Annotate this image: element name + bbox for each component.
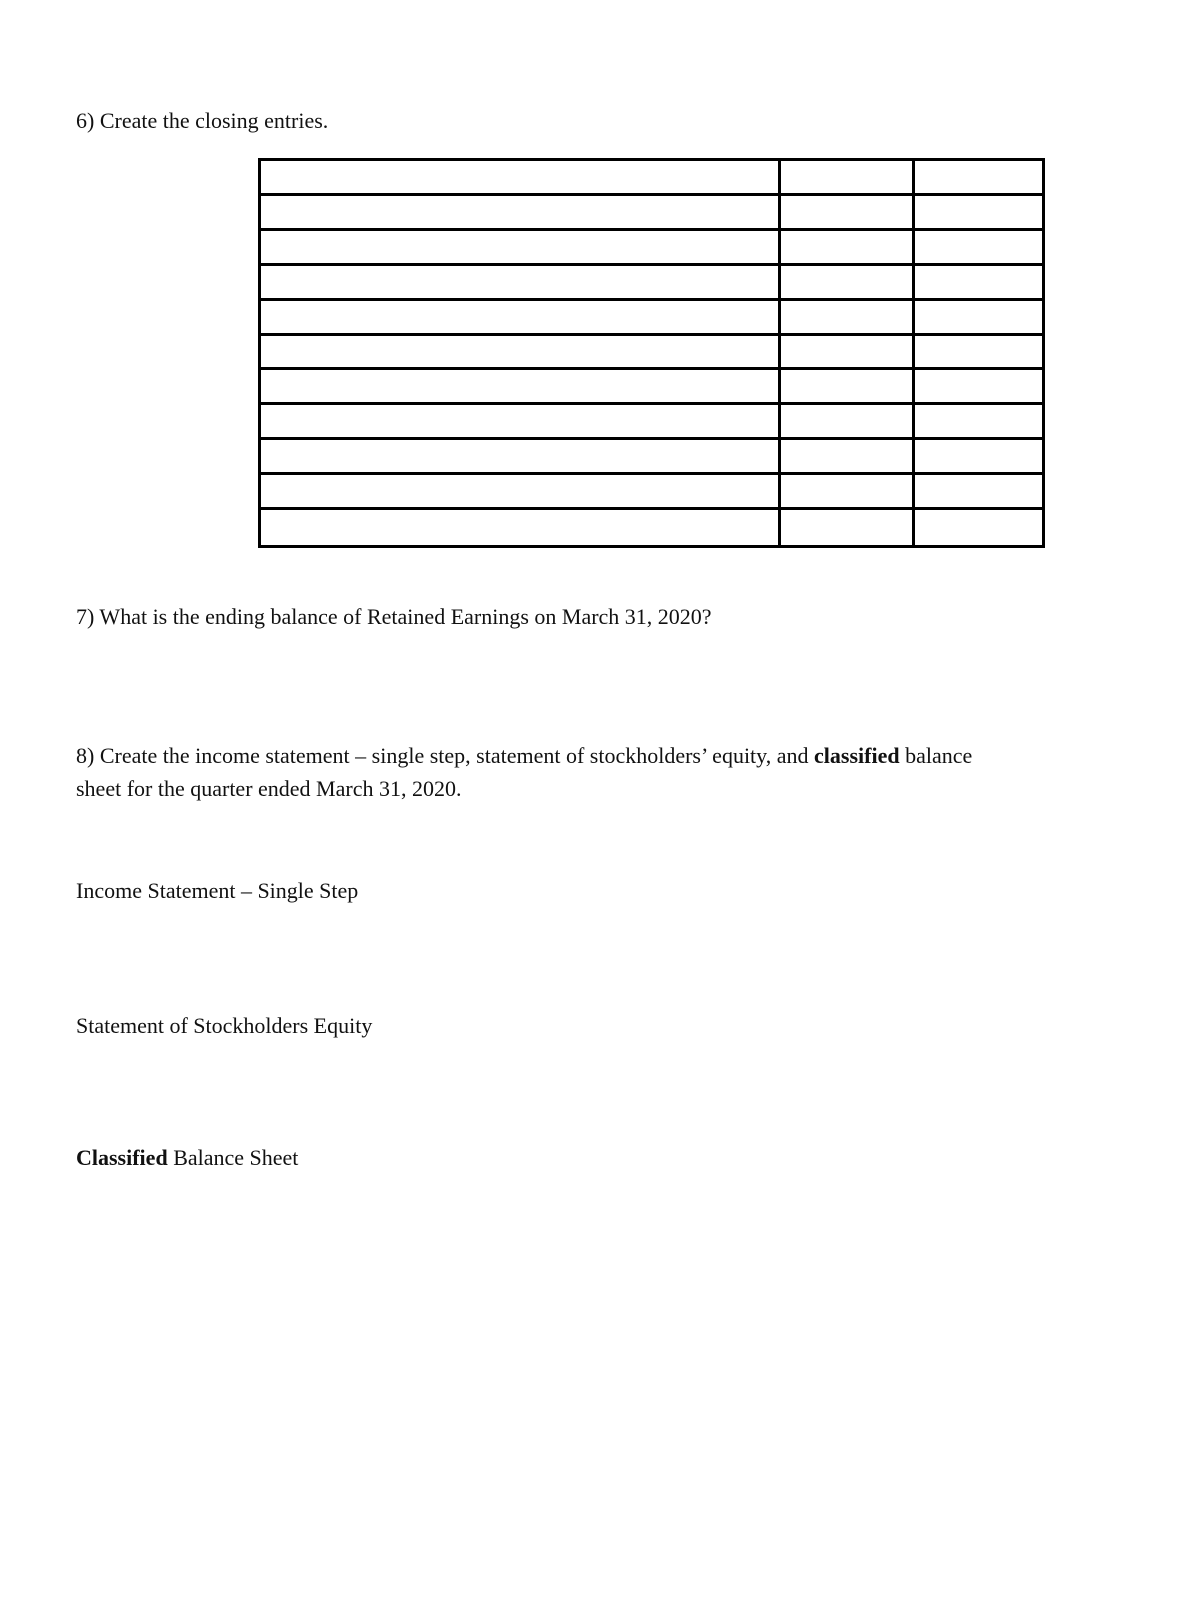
journal-cell-account[interactable] (261, 405, 781, 440)
balance-sheet-heading-rest: Balance Sheet (167, 1145, 299, 1170)
journal-cell-account[interactable] (261, 336, 781, 371)
question-8-bold-word: classified (814, 743, 900, 768)
journal-cell-debit[interactable] (781, 266, 915, 301)
journal-cell-credit[interactable] (915, 370, 1042, 405)
journal-cell-account[interactable] (261, 510, 781, 545)
journal-cell-account[interactable] (261, 161, 781, 196)
journal-cell-account[interactable] (261, 440, 781, 475)
question-8-line-1 (76, 743, 972, 769)
journal-cell-account[interactable] (261, 301, 781, 336)
journal-cell-credit[interactable] (915, 161, 1042, 196)
journal-cell-credit[interactable] (915, 196, 1042, 231)
journal-cell-credit[interactable] (915, 510, 1042, 545)
journal-cell-credit[interactable] (915, 266, 1042, 301)
journal-cell-credit[interactable] (915, 301, 1042, 336)
journal-cell-credit[interactable] (915, 475, 1042, 510)
journal-cell-account[interactable] (261, 475, 781, 510)
journal-cell-debit[interactable] (781, 196, 915, 231)
journal-cell-debit[interactable] (781, 370, 915, 405)
balance-sheet-bold-word: Classified (76, 1145, 168, 1170)
question-8-line-2: sheet for the quarter ended March 31, 2020. (76, 776, 462, 801)
journal-cell-account[interactable] (261, 370, 781, 405)
journal-cell-credit[interactable] (915, 440, 1042, 475)
closing-entries-table (258, 158, 1045, 548)
journal-cell-debit[interactable] (781, 510, 915, 545)
journal-cell-debit[interactable] (781, 405, 915, 440)
question-8-text-start: 8) Create the income statement – single step, statement of stockholders’ equity, and (76, 743, 815, 768)
question-6: 6) Create the closing entries. (76, 108, 329, 133)
income-statement-heading: Income Statement – Single Step (76, 878, 359, 903)
question-7: 7) What is the ending balance of Retained Earnings on March 31, 2020? (76, 604, 712, 629)
journal-cell-debit[interactable] (781, 301, 915, 336)
journal-cell-debit[interactable] (781, 440, 915, 475)
journal-cell-account[interactable] (261, 266, 781, 301)
journal-cell-debit[interactable] (781, 231, 915, 266)
journal-cell-account[interactable] (261, 196, 781, 231)
journal-cell-debit[interactable] (781, 161, 915, 196)
journal-cell-credit[interactable] (915, 336, 1042, 371)
question-8-text-end: balance (899, 743, 973, 768)
stockholders-equity-heading: Statement of Stockholders Equity (76, 1013, 373, 1038)
journal-cell-credit[interactable] (915, 405, 1042, 440)
journal-cell-credit[interactable] (915, 231, 1042, 266)
journal-cell-account[interactable] (261, 231, 781, 266)
journal-cell-debit[interactable] (781, 475, 915, 510)
journal-cell-debit[interactable] (781, 336, 915, 371)
balance-sheet-heading (76, 1145, 298, 1171)
